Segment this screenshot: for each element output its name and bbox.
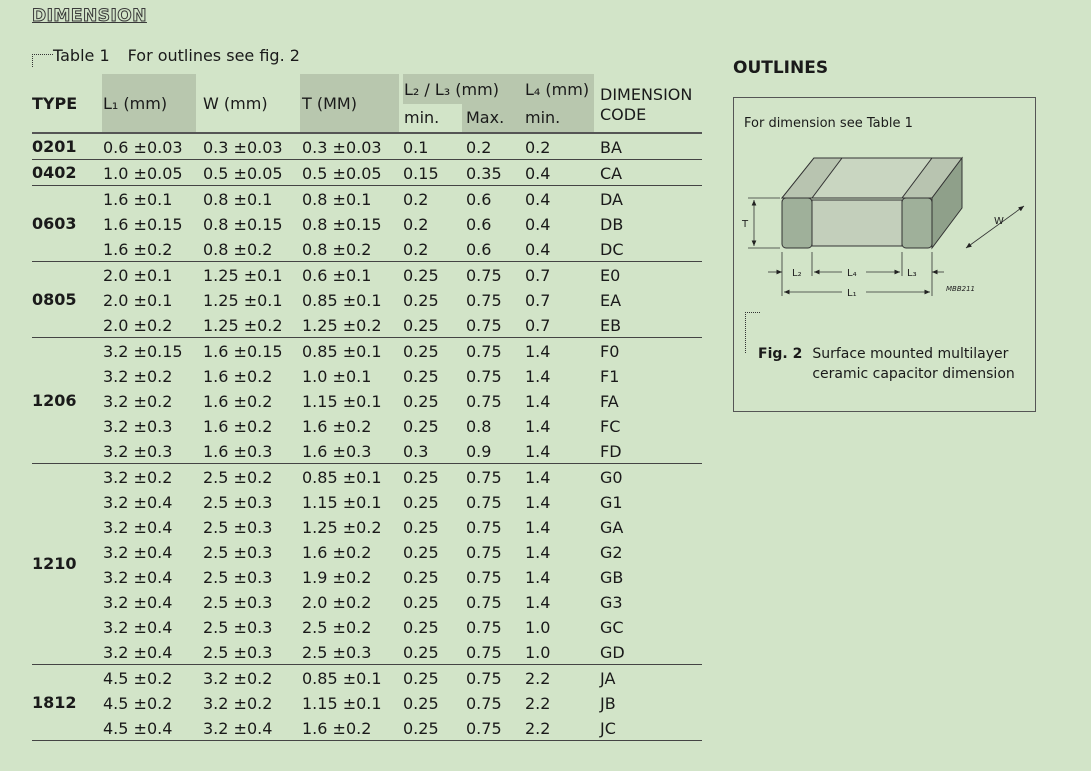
table-row [32, 186, 702, 211]
cell-t: 0.8 ±0.2 [302, 240, 372, 259]
cell-t: 0.3 ±0.03 [302, 138, 382, 157]
type-label: 0201 [32, 136, 77, 156]
header-type: TYPE [32, 94, 78, 113]
cell-t: 1.6 ±0.2 [302, 719, 372, 738]
table-row [32, 614, 702, 639]
cell-l4-min: 0.4 [525, 240, 551, 259]
cell-l2-l3-min: 0.25 [403, 342, 439, 361]
cell-t: 1.15 ±0.1 [302, 694, 382, 713]
cell-l1: 4.5 ±0.2 [103, 694, 173, 713]
cell-l2-l3-max: 0.75 [466, 694, 502, 713]
cell-l2-l3-min: 0.25 [403, 643, 439, 662]
cell-code: GC [600, 618, 624, 637]
cell-l2-l3-max: 0.75 [466, 392, 502, 411]
cell-l4-min: 0.7 [525, 266, 551, 285]
cell-w: 0.8 ±0.15 [203, 215, 283, 234]
section-heading: DIMENSION [32, 6, 147, 26]
cell-code: JC [600, 719, 616, 738]
cell-l1: 1.6 ±0.1 [103, 190, 173, 209]
cell-l4-min: 0.4 [525, 190, 551, 209]
table-caption-text: For outlines see fig. 2 [127, 46, 300, 65]
cell-w: 3.2 ±0.4 [203, 719, 273, 738]
caption-marker [32, 54, 53, 67]
table-header [32, 74, 702, 134]
cell-l4-min: 0.4 [525, 215, 551, 234]
cell-l2-l3-max: 0.75 [466, 367, 502, 386]
cell-l1: 3.2 ±0.4 [103, 543, 173, 562]
cell-w: 1.25 ±0.1 [203, 266, 283, 285]
figure-caption-line1: Surface mounted multilayer [812, 346, 1009, 362]
cell-l1: 3.2 ±0.4 [103, 568, 173, 587]
cell-l1: 3.2 ±0.2 [103, 367, 173, 386]
cell-l4-min: 1.4 [525, 493, 551, 512]
cell-t: 2.5 ±0.2 [302, 618, 372, 637]
cell-l4-min: 1.0 [525, 643, 551, 662]
header-l2-l3-min: min. [404, 108, 440, 127]
cell-t: 0.6 ±0.1 [302, 266, 372, 285]
cell-w: 1.6 ±0.15 [203, 342, 283, 361]
label-l1: L₁ [847, 288, 857, 299]
cell-l2-l3-min: 0.25 [403, 392, 439, 411]
header-code: CODE [600, 105, 647, 124]
cell-t: 2.5 ±0.3 [302, 643, 372, 662]
cell-l2-l3-max: 0.75 [466, 669, 502, 688]
cell-l2-l3-max: 0.9 [466, 442, 492, 461]
cell-code: FA [600, 392, 619, 411]
cell-l1: 3.2 ±0.4 [103, 618, 173, 637]
right-terminal-front [902, 198, 932, 248]
table-row [32, 388, 702, 413]
type-group-0603 [32, 186, 702, 262]
outline-note: For dimension see Table 1 [744, 116, 913, 131]
cell-l4-min: 0.7 [525, 316, 551, 335]
cell-l4-min: 1.4 [525, 568, 551, 587]
cell-t: 1.6 ±0.3 [302, 442, 372, 461]
cell-l4-min: 1.4 [525, 593, 551, 612]
cell-l2-l3-min: 0.25 [403, 518, 439, 537]
dimension-table [32, 74, 702, 741]
figure-label: Fig. 2 [758, 346, 803, 362]
cell-l2-l3-max: 0.75 [466, 643, 502, 662]
header-t: T (MM) [302, 94, 357, 113]
table-row [32, 539, 702, 564]
table-row [32, 262, 702, 287]
cell-l2-l3-min: 0.15 [403, 164, 439, 183]
cell-l2-l3-max: 0.6 [466, 190, 492, 209]
cell-l2-l3-min: 0.25 [403, 316, 439, 335]
cell-l1: 1.0 ±0.05 [103, 164, 183, 183]
type-group-1206 [32, 338, 702, 464]
type-label: 1206 [32, 390, 77, 410]
table-row [32, 639, 702, 664]
cell-l2-l3-min: 0.25 [403, 618, 439, 637]
type-label: 0603 [32, 213, 77, 233]
cell-t: 1.15 ±0.1 [302, 493, 382, 512]
cell-w: 1.6 ±0.2 [203, 392, 273, 411]
table-row [32, 363, 702, 388]
cell-t: 0.85 ±0.1 [302, 669, 382, 688]
cell-t: 0.8 ±0.1 [302, 190, 372, 209]
left-terminal-front [782, 198, 812, 248]
cell-l2-l3-max: 0.75 [466, 291, 502, 310]
type-label: 1812 [32, 692, 77, 712]
cell-w: 2.5 ±0.3 [203, 593, 273, 612]
table-row [32, 338, 702, 363]
cell-code: DB [600, 215, 624, 234]
cell-l2-l3-max: 0.75 [466, 719, 502, 738]
cell-l1: 3.2 ±0.3 [103, 417, 173, 436]
cell-w: 1.6 ±0.2 [203, 367, 273, 386]
cell-t: 0.85 ±0.1 [302, 468, 382, 487]
cell-t: 1.6 ±0.2 [302, 417, 372, 436]
outline-figure-box [733, 97, 1036, 412]
cell-code: E0 [600, 266, 621, 285]
cell-w: 3.2 ±0.2 [203, 669, 273, 688]
cell-l4-min: 1.4 [525, 442, 551, 461]
body-front [812, 200, 902, 246]
cell-l2-l3-max: 0.6 [466, 240, 492, 259]
label-w: W [994, 216, 1004, 227]
cell-l4-min: 1.4 [525, 367, 551, 386]
cell-l4-min: 2.2 [525, 719, 551, 738]
cell-l2-l3-max: 0.75 [466, 316, 502, 335]
cell-l1: 3.2 ±0.4 [103, 593, 173, 612]
cell-l4-min: 2.2 [525, 694, 551, 713]
cell-l2-l3-max: 0.75 [466, 493, 502, 512]
cell-code: F0 [600, 342, 620, 361]
cell-l4-min: 0.2 [525, 138, 551, 157]
cell-l1: 2.0 ±0.1 [103, 291, 173, 310]
cell-t: 0.8 ±0.15 [302, 215, 382, 234]
table-row [32, 589, 702, 614]
type-group-0201 [32, 134, 702, 160]
cell-l4-min: 1.4 [525, 417, 551, 436]
cell-w: 2.5 ±0.2 [203, 468, 273, 487]
type-label: 1210 [32, 554, 77, 573]
table-row [32, 287, 702, 312]
cell-l2-l3-min: 0.25 [403, 468, 439, 487]
cell-w: 2.5 ±0.3 [203, 643, 273, 662]
outlines-title: OUTLINES [733, 58, 829, 78]
cell-code: CA [600, 164, 623, 183]
cell-w: 0.3 ±0.03 [203, 138, 283, 157]
type-label: 0805 [32, 289, 77, 309]
type-group-1812 [32, 665, 702, 741]
cell-code: GD [600, 643, 625, 662]
header-dimension: DIMENSION [600, 85, 693, 104]
cell-l1: 2.0 ±0.2 [103, 316, 173, 335]
cell-l4-min: 2.2 [525, 669, 551, 688]
cell-code: JA [600, 669, 616, 688]
cell-code: FD [600, 442, 622, 461]
cell-l2-l3-min: 0.25 [403, 719, 439, 738]
cell-l2-l3-min: 0.25 [403, 367, 439, 386]
cell-l4-min: 1.4 [525, 518, 551, 537]
cell-l2-l3-max: 0.6 [466, 215, 492, 234]
header-l4: L₄ (mm) [525, 80, 590, 99]
table-row [32, 564, 702, 589]
cell-l2-l3-max: 0.35 [466, 164, 502, 183]
cell-l2-l3-min: 0.25 [403, 669, 439, 688]
cell-l4-min: 0.7 [525, 291, 551, 310]
figure-caption-line2: ceramic capacitor dimension [812, 366, 1015, 382]
cell-w: 0.8 ±0.2 [203, 240, 273, 259]
cell-l2-l3-min: 0.25 [403, 568, 439, 587]
header-l1: L₁ (mm) [103, 94, 168, 113]
cell-l1: 3.2 ±0.2 [103, 468, 173, 487]
cell-l2-l3-min: 0.2 [403, 190, 429, 209]
cell-l2-l3-min: 0.2 [403, 240, 429, 259]
cell-l2-l3-max: 0.75 [466, 543, 502, 562]
cell-l2-l3-min: 0.1 [403, 138, 429, 157]
cell-l2-l3-min: 0.3 [403, 442, 429, 461]
cell-l1: 3.2 ±0.2 [103, 392, 173, 411]
cell-code: G2 [600, 543, 623, 562]
cell-l4-min: 1.4 [525, 543, 551, 562]
cell-w: 0.5 ±0.05 [203, 164, 283, 183]
table-row [32, 489, 702, 514]
cell-l2-l3-min: 0.25 [403, 266, 439, 285]
cell-l2-l3-min: 0.25 [403, 543, 439, 562]
label-l2: L₂ [792, 268, 802, 279]
cell-l1: 3.2 ±0.4 [103, 493, 173, 512]
cell-t: 1.25 ±0.2 [302, 316, 382, 335]
table-row [32, 211, 702, 236]
header-l2-l3-max: Max. [466, 108, 505, 127]
table-caption [32, 46, 300, 67]
cell-t: 1.15 ±0.1 [302, 392, 382, 411]
cell-l1: 3.2 ±0.4 [103, 643, 173, 662]
cell-w: 1.25 ±0.1 [203, 291, 283, 310]
table-row [32, 160, 702, 185]
header-l2-l3: L₂ / L₃ (mm) [404, 80, 499, 99]
type-label: 0402 [32, 162, 77, 182]
cell-t: 1.25 ±0.2 [302, 518, 382, 537]
cell-code: EB [600, 316, 622, 335]
type-group-0805 [32, 262, 702, 338]
cell-code: JB [600, 694, 616, 713]
cell-w: 1.25 ±0.2 [203, 316, 283, 335]
cell-l2-l3-max: 0.75 [466, 342, 502, 361]
cell-code: EA [600, 291, 622, 310]
cell-t: 0.5 ±0.05 [302, 164, 382, 183]
cell-t: 1.0 ±0.1 [302, 367, 372, 386]
label-l3: L₃ [907, 268, 917, 279]
table-label: Table 1 [53, 46, 110, 65]
cell-t: 0.85 ±0.1 [302, 291, 382, 310]
cell-l1: 2.0 ±0.1 [103, 266, 173, 285]
cell-w: 2.5 ±0.3 [203, 568, 273, 587]
cell-w: 1.6 ±0.3 [203, 442, 273, 461]
table-row [32, 312, 702, 337]
cell-l1: 0.6 ±0.03 [103, 138, 183, 157]
cell-t: 1.6 ±0.2 [302, 543, 372, 562]
cell-t: 2.0 ±0.2 [302, 593, 372, 612]
table-row [32, 690, 702, 715]
table-body [32, 134, 702, 741]
cell-l2-l3-max: 0.8 [466, 417, 492, 436]
cell-l2-l3-max: 0.2 [466, 138, 492, 157]
type-group-1210 [32, 464, 702, 665]
header-w: W (mm) [203, 94, 268, 113]
cell-l1: 3.2 ±0.4 [103, 518, 173, 537]
cell-l2-l3-max: 0.75 [466, 593, 502, 612]
table-row [32, 438, 702, 463]
cell-w: 0.8 ±0.1 [203, 190, 273, 209]
table-row [32, 464, 702, 489]
capacitor-outline-drawing [734, 148, 1034, 308]
cell-l2-l3-max: 0.75 [466, 266, 502, 285]
cell-l2-l3-max: 0.75 [466, 618, 502, 637]
cell-w: 2.5 ±0.3 [203, 618, 273, 637]
cell-l4-min: 1.4 [525, 342, 551, 361]
cell-code: GA [600, 518, 624, 537]
cell-code: DA [600, 190, 623, 209]
cell-l1: 1.6 ±0.15 [103, 215, 183, 234]
table-row [32, 413, 702, 438]
cell-l4-min: 1.4 [525, 392, 551, 411]
cell-l4-min: 1.0 [525, 618, 551, 637]
cell-l2-l3-max: 0.75 [466, 468, 502, 487]
cell-t: 1.9 ±0.2 [302, 568, 372, 587]
cell-l2-l3-min: 0.25 [403, 493, 439, 512]
cell-l4-min: 1.4 [525, 468, 551, 487]
cell-code: G0 [600, 468, 623, 487]
cell-l1: 4.5 ±0.2 [103, 669, 173, 688]
cell-code: G3 [600, 593, 623, 612]
cell-w: 2.5 ±0.3 [203, 518, 273, 537]
cell-l1: 1.6 ±0.2 [103, 240, 173, 259]
cell-l1: 3.2 ±0.3 [103, 442, 173, 461]
table-row [32, 514, 702, 539]
cell-l2-l3-min: 0.25 [403, 417, 439, 436]
cell-l1: 3.2 ±0.15 [103, 342, 183, 361]
cell-l2-l3-min: 0.25 [403, 291, 439, 310]
cell-code: FC [600, 417, 621, 436]
label-l4: L₄ [847, 268, 857, 279]
cell-l2-l3-max: 0.75 [466, 568, 502, 587]
cell-code: DC [600, 240, 624, 259]
table-row [32, 236, 702, 261]
table-row [32, 715, 702, 740]
cell-w: 2.5 ±0.3 [203, 493, 273, 512]
figure-caption [758, 344, 1015, 384]
cell-w: 2.5 ±0.3 [203, 543, 273, 562]
type-group-0402 [32, 160, 702, 186]
cell-t: 0.85 ±0.1 [302, 342, 382, 361]
cell-code: F1 [600, 367, 620, 386]
cell-w: 1.6 ±0.2 [203, 417, 273, 436]
cell-l2-l3-min: 0.2 [403, 215, 429, 234]
label-t: T [742, 219, 749, 230]
cell-l1: 4.5 ±0.4 [103, 719, 173, 738]
figure-ref: MBB211 [946, 285, 976, 293]
cell-l2-l3-min: 0.25 [403, 593, 439, 612]
cell-code: G1 [600, 493, 623, 512]
cell-code: BA [600, 138, 622, 157]
cell-l2-l3-min: 0.25 [403, 694, 439, 713]
table-row [32, 665, 702, 690]
cell-w: 3.2 ±0.2 [203, 694, 273, 713]
header-l4-min: min. [525, 108, 561, 127]
cell-l2-l3-max: 0.75 [466, 518, 502, 537]
cell-l4-min: 0.4 [525, 164, 551, 183]
table-row [32, 134, 702, 159]
cell-code: GB [600, 568, 624, 587]
